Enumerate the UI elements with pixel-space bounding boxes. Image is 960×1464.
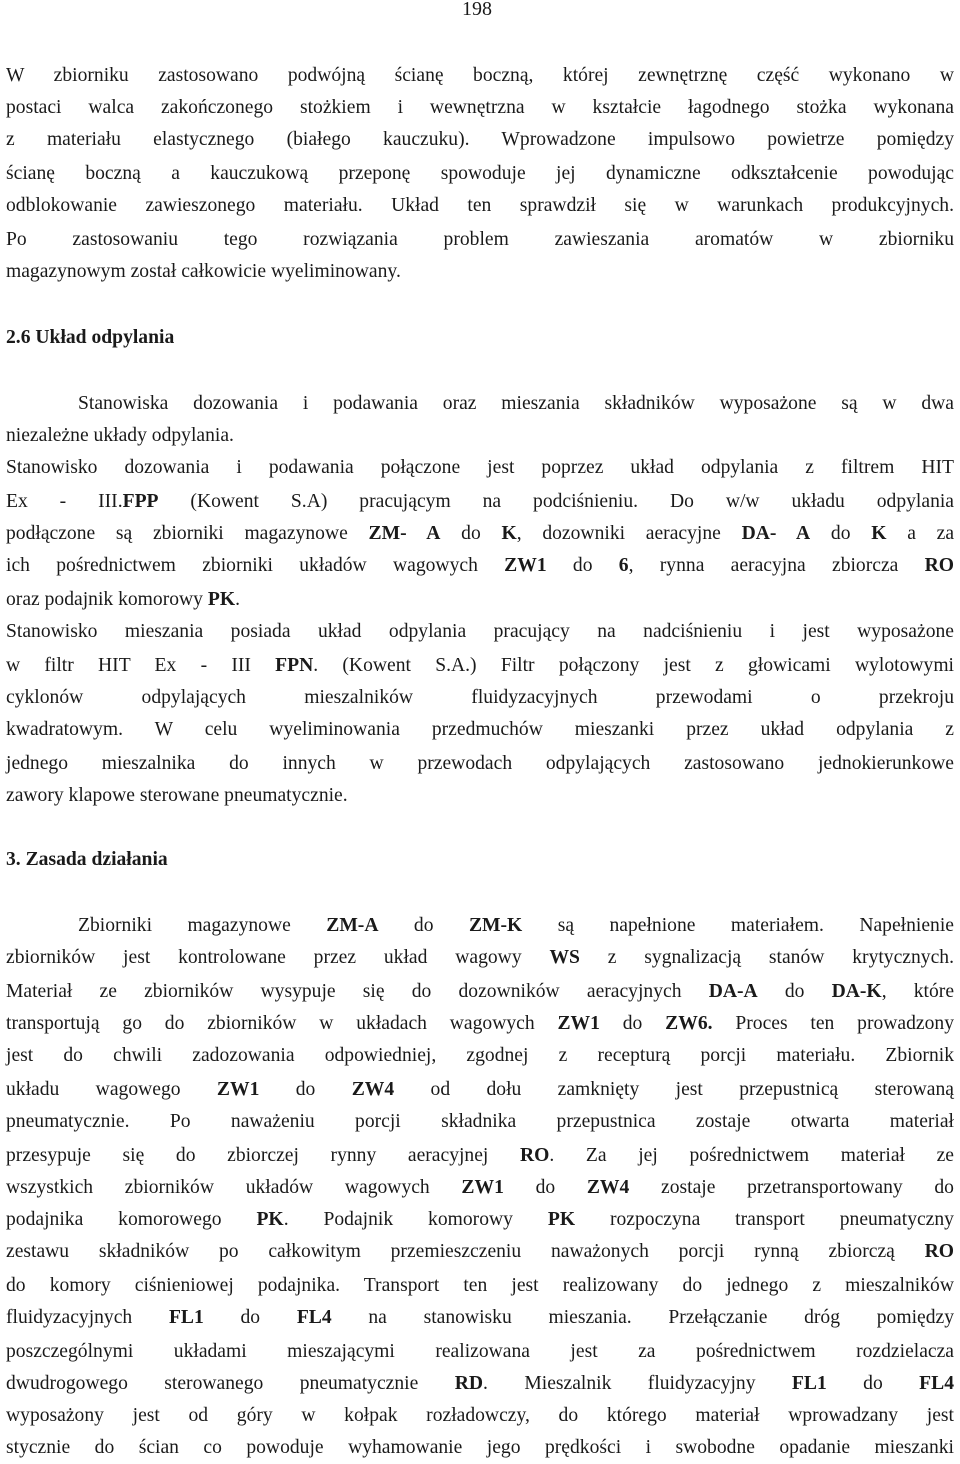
code-label: ZM- A <box>368 523 441 544</box>
text-run: do <box>810 523 872 544</box>
paragraph-line <box>6 1368 954 1400</box>
text-run: są napełnione materiałem. Napełnienie <box>522 915 954 936</box>
text-run: do <box>826 1373 920 1394</box>
text-run: do <box>203 1307 297 1328</box>
paragraph-line <box>6 584 954 616</box>
code-label: ZM-K <box>468 915 523 936</box>
paragraph-line: cyklonów odpylających mieszalników fluidyzacyjnych przewodami o przekroju <box>6 687 954 708</box>
text-run: Materiał ze zbiorników wysypuje się do dozowników aeracyjnych <box>6 981 709 1002</box>
section-heading: 3. Zasada działania <box>6 849 168 870</box>
code-label: FL1 <box>168 1307 204 1328</box>
code-label: ZW1 <box>504 555 547 576</box>
paragraph-line <box>6 518 954 550</box>
text-run: do <box>440 523 502 544</box>
text-run: . (Kowent S.A.) Filtr połączony jest z głowicami wylotowymi <box>313 655 955 676</box>
code-label: ZW4 <box>586 1177 630 1198</box>
text-run: do <box>378 915 469 936</box>
code-label: RO <box>520 1145 550 1166</box>
code-label: ZW1 <box>461 1177 504 1198</box>
text-run: a za <box>886 523 955 544</box>
paragraph-line: kwadratowym. W celu wyeliminowania przedmuchów mieszanki przez układ odpylania z <box>6 719 954 740</box>
code-label: FPN <box>275 655 314 676</box>
code-label: PK <box>207 589 236 610</box>
text-run: na stanowisku mieszania. Przełączanie dróg pomiędzy <box>331 1307 954 1328</box>
code-label: RO <box>924 1241 954 1262</box>
code-label: K <box>871 523 887 544</box>
code-label: RO <box>924 555 955 576</box>
code-label: FPP <box>122 491 159 512</box>
code-label: FL4 <box>919 1373 954 1394</box>
text-run: podłączone są zbiorniki magazynowe <box>6 523 369 544</box>
paragraph-line <box>6 1008 954 1040</box>
code-label: ZW1 <box>557 1013 600 1034</box>
text-run: dwudrogowego sterowanego pneumatycznie <box>6 1373 455 1394</box>
paragraph-line <box>78 910 954 942</box>
code-label: ZW4 <box>351 1079 395 1100</box>
text-run: Ex - III. <box>6 491 123 512</box>
paragraph-line <box>6 650 954 682</box>
text-run: do <box>259 1079 352 1100</box>
text-run: do <box>599 1013 666 1034</box>
paragraph-line: ścianę boczną a kauczukową przeponę spowoduje jej dynamiczne odkształcenie powodując <box>6 163 954 184</box>
paragraph-line <box>6 1204 954 1236</box>
text-run: rozpoczyna transport pneumatyczny <box>575 1209 954 1230</box>
text-run: od dołu zamknięty jest przepustnicą sterowaną <box>394 1079 954 1100</box>
paragraph-line <box>6 976 954 1008</box>
paragraph-line: postaci walca zakończonego stożkiem i wewnętrzna w kształcie łagodnego stożka wykonana <box>6 97 954 118</box>
text-run: z sygnalizacją stanów krytycznych. <box>579 947 954 968</box>
text-run: zestawu składników po całkowitym przemieszczeniu naważonych porcji rynną zbiorczą <box>6 1241 925 1262</box>
code-label: PK <box>256 1209 284 1230</box>
paragraph-line: jest do chwili zadozowania odpowiedniej, zgodnej z recepturą porcji materiału. Zbiornik <box>6 1045 954 1066</box>
text-run: ich pośrednictwem zbiorniki układów wagowych <box>6 555 505 576</box>
paragraph-line: magazynowym został całkowicie wyeliminowany. <box>6 261 401 282</box>
paragraph-line: Stanowisko dozowania i podawania połączone jest poprzez układ odpylania z filtrem HIT <box>6 457 954 478</box>
text-run: zbiorników jest kontrolowane przez układ wagowy <box>6 947 550 968</box>
text-run: w filtr HIT Ex - III <box>6 655 276 676</box>
text-run: . Podajnik komorowy <box>283 1209 548 1230</box>
paragraph-line: niezależne układy odpylania. <box>6 425 234 446</box>
text-run: zostaje przetransportowany do <box>629 1177 954 1198</box>
paragraph-line: z materiału elastycznego (białego kauczuku). Wprowadzone impulsowo powietrze pomiędzy <box>6 129 954 150</box>
paragraph-line <box>6 550 954 582</box>
paragraph-line <box>6 942 954 974</box>
text-run: . Za jej pośrednictwem materiał ze <box>549 1145 954 1166</box>
paragraph-line: W zbiorniku zastosowano podwójną ścianę boczną, której zewnętrznę część wykonano w <box>6 65 954 86</box>
code-label: ZM-A <box>326 915 379 936</box>
code-label: 6 <box>618 555 629 576</box>
code-label: DA- A <box>741 523 811 544</box>
text-run: oraz podajnik komorowy <box>6 589 208 610</box>
paragraph-line <box>6 1074 954 1106</box>
text-run: podajnika komorowego <box>6 1209 257 1230</box>
text-run: do <box>546 555 619 576</box>
paragraph-line <box>6 1302 954 1334</box>
text-run: , dozowniki aeracyjne <box>516 523 742 544</box>
code-label: ZW1 <box>216 1079 260 1100</box>
text-run: (Kowent S.A) pracującym na podciśnieniu. Do w/w układu odpylania <box>158 491 955 512</box>
text-run: transportują go do zbiorników w układach wagowych <box>6 1013 558 1034</box>
text-run: , rynna aeracyjna zbiorcza <box>628 555 925 576</box>
page-number: 198 <box>462 0 492 20</box>
paragraph-line <box>6 1172 954 1204</box>
code-label: ZW6. <box>665 1013 713 1034</box>
paragraph-line: wyposażony jest od góry w kołpak rozładowczy, do którego materiał wprowadzany jest <box>6 1405 954 1426</box>
code-label: PK <box>547 1209 576 1230</box>
paragraph-line: Stanowiska dozowania i podawania oraz mieszania składników wyposażone są w dwa <box>78 393 954 414</box>
text-run: , które <box>881 981 955 1002</box>
text-run: do <box>503 1177 587 1198</box>
text-run: przesypuje się do zbiorczej rynny aeracyjnej <box>6 1145 521 1166</box>
paragraph-line: odblokowanie zawieszonego materiału. Układ ten sprawdził się w warunkach produkcyjnych. <box>6 195 954 216</box>
paragraph-line <box>6 1236 954 1268</box>
text-run: fluidyzacyjnych <box>6 1307 169 1328</box>
text-run: układu wagowego <box>6 1079 217 1100</box>
code-label: FL4 <box>296 1307 332 1328</box>
text-run: do <box>757 981 832 1002</box>
section-heading: 2.6 Układ odpylania <box>6 327 175 348</box>
paragraph-line: stycznie do ścian co powoduje wyhamowanie jego prędkości i swobodne opadanie mieszanki <box>6 1437 954 1458</box>
code-label: WS <box>549 947 580 968</box>
code-label: RD <box>454 1373 484 1394</box>
paragraph-line: pneumatycznie. Po naważeniu porcji składnika przepustnica zostaje otwarta materiał <box>6 1111 954 1132</box>
paragraph-line <box>6 1140 954 1172</box>
paragraph-line: zawory klapowe sterowane pneumatycznie. <box>6 785 348 806</box>
code-label: DA-A <box>708 981 758 1002</box>
text-run: Proces ten prowadzony <box>712 1013 954 1034</box>
paragraph-line: poszczególnymi układami mieszającymi realizowana jest za pośrednictwem rozdzielacza <box>6 1341 954 1362</box>
code-label: FL1 <box>791 1373 827 1394</box>
paragraph-line <box>6 486 954 518</box>
paragraph-line: Stanowisko mieszania posiada układ odpylania pracujący na nadciśnieniu i jest wyposażone <box>6 621 954 642</box>
text-run: Zbiorniki magazynowe <box>78 915 327 936</box>
paragraph-line: do komory ciśnieniowej podajnika. Transport ten jest realizowany do jednego z mieszalników <box>6 1275 954 1296</box>
text-run: wszystkich zbiorników układów wagowych <box>6 1177 462 1198</box>
paragraph-line: jednego mieszalnika do innych w przewodach odpylających zastosowano jednokierunkowe <box>6 753 954 774</box>
text-run: . Mieszalnik fluidyzacyjny <box>483 1373 792 1394</box>
text-run: . <box>235 589 241 610</box>
code-label: K <box>501 523 517 544</box>
paragraph-line: Po zastosowaniu tego rozwiązania problem zawieszania aromatów w zbiorniku <box>6 229 954 250</box>
code-label: DA-K <box>831 981 882 1002</box>
